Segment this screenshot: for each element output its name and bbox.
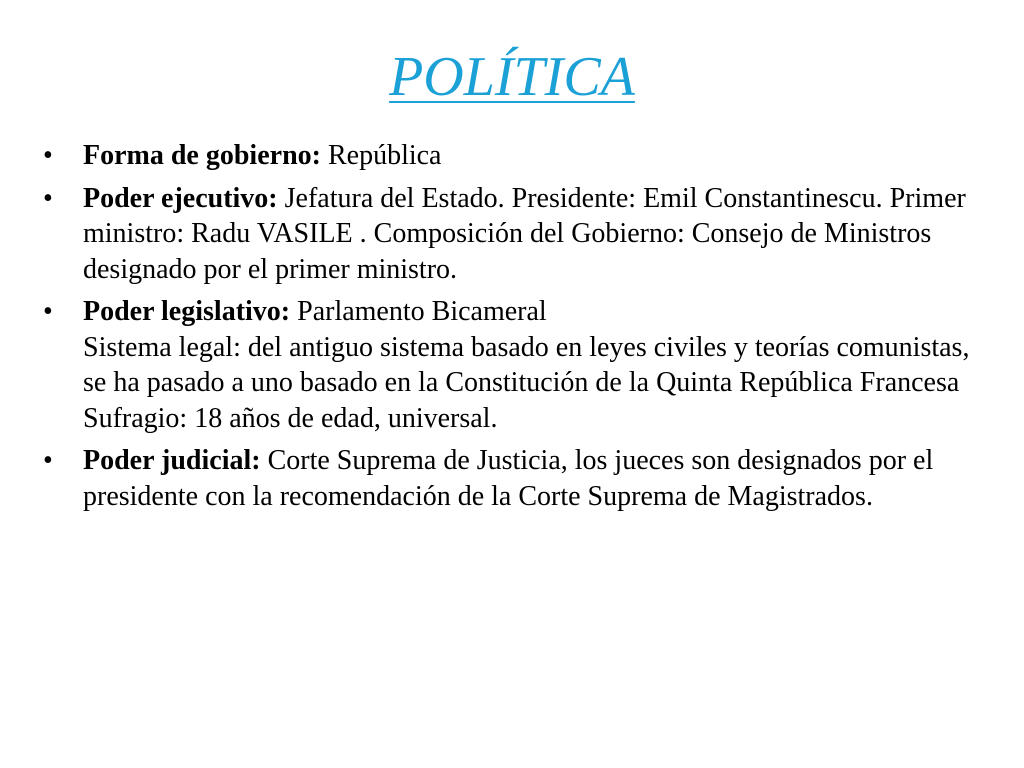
item-label: Poder legislativo:: [83, 296, 291, 327]
bullet-icon: •: [43, 182, 53, 214]
list-item-forma-de-gobierno: [40, 138, 990, 174]
list-item-poder-legislativo: [40, 294, 990, 436]
item-sistema-legal: Sistema legal: del antiguo sistema basado en leyes civiles y teorías comunistas, se ha pasado a uno basado en la Constitución de la Quinta República Francesa: [83, 331, 970, 398]
bullet-icon: •: [43, 445, 53, 476]
bullet-list: [40, 138, 990, 521]
item-text: Corte Suprema de Justicia, los jueces son designados por el presidente con la recomendación de la Corte Suprema de Magistrados.: [83, 445, 934, 512]
bullet-icon: •: [43, 296, 53, 327]
item-text: Parlamento Bicameral: [297, 296, 547, 327]
list-item-poder-ejecutivo: [40, 181, 990, 288]
slide-title: POLÍTICA: [389, 46, 635, 108]
list-item-poder-judicial: [40, 443, 990, 514]
item-sufragio: Sufragio: 18 años de edad, universal.: [83, 402, 498, 434]
bullet-icon: •: [43, 140, 53, 171]
item-text: Jefatura del Estado. Presidente: Emil Constantinescu. Primer ministro: Radu VASILE . Composición del Gobierno: Consejo de Ministros designado por el primer ministro.: [83, 182, 966, 285]
item-label: Poder judicial:: [83, 445, 261, 476]
item-label: Forma de gobierno:: [83, 140, 321, 171]
item-label: Poder ejecutivo:: [83, 182, 278, 214]
item-text: República: [327, 140, 442, 171]
